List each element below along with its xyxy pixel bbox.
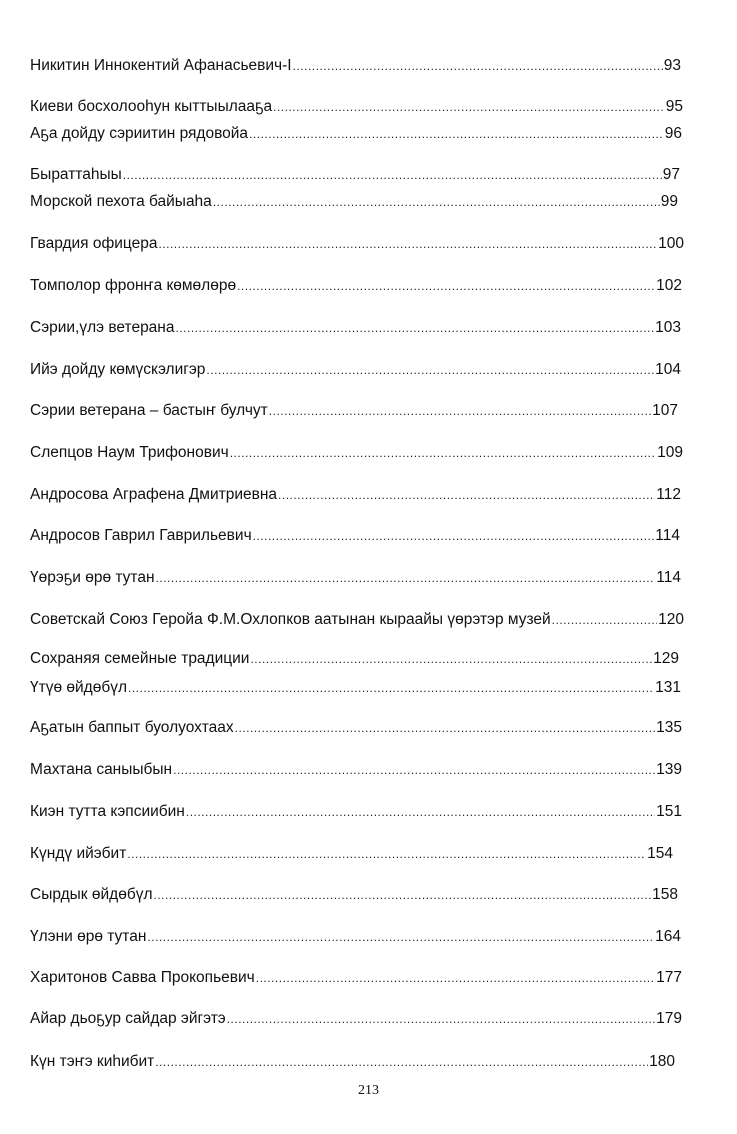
dot-leader xyxy=(123,165,662,185)
toc-entry xyxy=(30,485,681,505)
toc-entry-page-number: 97 xyxy=(662,166,680,183)
dot-leader xyxy=(293,56,663,76)
toc-entry-title: Үөрэҕи өрө тутан xyxy=(30,569,155,586)
page-number: 213 xyxy=(358,1083,379,1098)
toc-entry-page-number: 95 xyxy=(665,98,683,115)
toc-entry xyxy=(30,1052,675,1072)
dot-leader xyxy=(186,802,655,822)
toc-entry-page-number: 158 xyxy=(652,886,678,903)
toc-entry-title: Гвардия офицера xyxy=(30,235,158,252)
dot-leader xyxy=(213,192,660,212)
toc-entry-title: Киэн тутта кэпсиибин xyxy=(30,803,185,820)
toc-entry-title: Аҕатын баппыт буолуохтаах xyxy=(30,719,234,736)
toc-entry-page-number: 177 xyxy=(656,969,682,986)
toc-entry xyxy=(30,276,682,296)
dot-leader xyxy=(147,927,654,947)
toc-entry-title: Никитин Иннокентий Афанасьевич-I xyxy=(30,57,292,74)
toc-entry xyxy=(30,234,684,254)
toc-entry xyxy=(30,718,682,738)
toc-entry-page-number: 135 xyxy=(656,719,682,736)
toc-entry-title: Сэрии ветерана – бастыҥ булчут xyxy=(30,402,268,419)
toc-entry xyxy=(30,526,680,546)
dot-leader xyxy=(552,610,657,630)
toc-entry-page-number: 179 xyxy=(656,1010,682,1027)
toc-entry xyxy=(30,401,678,421)
toc-entry xyxy=(30,318,681,338)
toc-entry xyxy=(30,844,673,864)
toc-entry-title: Ийэ дойду көмүскэлигэр xyxy=(30,361,206,378)
toc-entry xyxy=(30,97,683,117)
toc-entry-title: Үтүө өйдөбүл xyxy=(30,679,128,696)
dot-leader xyxy=(158,234,657,254)
dot-leader xyxy=(154,885,652,905)
toc-entry-title: Советскай Союз Геройа Ф.М.Охлопков аатынан кыраайы үөрэтэр музей xyxy=(30,611,551,628)
toc-entry-page-number: 107 xyxy=(652,402,678,419)
dot-leader xyxy=(127,844,646,864)
toc-entry-title: Слепцов Наум Трифонович xyxy=(30,444,229,461)
toc-entry-page-number: 164 xyxy=(655,928,681,945)
toc-entry xyxy=(30,360,681,380)
toc-entry-page-number: 109 xyxy=(657,444,683,461)
toc-entry-title: Томполор фронҥа көмөлөрө xyxy=(30,277,237,294)
toc-entry-page-number: 104 xyxy=(655,361,681,378)
toc-entry-title: Үлэни өрө тутан xyxy=(30,928,147,945)
dot-leader xyxy=(128,678,654,698)
dot-leader xyxy=(155,1052,648,1072)
toc-entry-title: Айар дьоҕур сайдар эйгэтэ xyxy=(30,1010,226,1027)
toc-entry-page-number: 154 xyxy=(647,845,673,862)
toc-entry-page-number: 100 xyxy=(658,235,684,252)
toc-entry-page-number: 114 xyxy=(655,527,680,544)
toc-entry-page-number: 103 xyxy=(655,319,681,336)
toc-entry-page-number: 102 xyxy=(656,277,682,294)
toc-entry xyxy=(30,678,681,698)
dot-leader xyxy=(156,568,656,588)
toc-entry-page-number: 114 xyxy=(656,569,681,586)
toc-entry xyxy=(30,192,678,212)
toc-entry xyxy=(30,927,681,947)
toc-entry xyxy=(30,968,682,988)
toc-entry-page-number: 120 xyxy=(658,611,684,628)
toc-entry-title: Аҕа дойду сэриитин рядовойа xyxy=(30,125,249,142)
toc-entry-title: Харитонов Савва Прокопьевич xyxy=(30,969,255,986)
toc-entry xyxy=(30,1009,682,1029)
dot-leader xyxy=(250,649,652,669)
toc-entry-page-number: 112 xyxy=(656,486,681,503)
toc-entry-page-number: 131 xyxy=(655,679,681,696)
toc-entry xyxy=(30,760,682,780)
toc-entry-title: Морской пехота байыаһа xyxy=(30,193,212,210)
toc-entry-page-number: 99 xyxy=(660,193,678,210)
dot-leader xyxy=(206,360,654,380)
toc-entry-title: Андросов Гаврил Гаврильевич xyxy=(30,527,252,544)
toc-entry-title: Сохраняя семейные традиции xyxy=(30,650,250,667)
toc-entry-title: Быраттаһыы xyxy=(30,166,122,183)
toc-entry xyxy=(30,885,678,905)
dot-leader xyxy=(256,968,655,988)
toc-entry xyxy=(30,802,682,822)
toc-entry-page-number: 139 xyxy=(656,761,682,778)
toc-entry xyxy=(30,165,680,185)
toc-entry xyxy=(30,568,681,588)
dot-leader xyxy=(278,485,655,505)
toc-entry-page-number: 180 xyxy=(649,1053,675,1070)
toc-entry-title: Күндү ийэбит xyxy=(30,845,127,862)
dot-leader xyxy=(237,276,655,296)
toc-entry xyxy=(30,443,683,463)
dot-leader xyxy=(273,97,665,117)
dot-leader xyxy=(269,401,651,421)
toc-entry-title: Киеви босхолооһун кыттыылааҕа xyxy=(30,98,273,115)
toc-entry-title: Андросова Аграфена Дмитриевна xyxy=(30,486,278,503)
dot-leader xyxy=(253,526,655,546)
dot-leader xyxy=(173,760,655,780)
dot-leader xyxy=(230,443,656,463)
dot-leader xyxy=(176,318,655,338)
toc-entry xyxy=(30,610,684,630)
toc-entry xyxy=(30,124,682,144)
toc-entry-page-number: 96 xyxy=(664,125,682,142)
toc-entry-page-number: 129 xyxy=(653,650,679,667)
toc-entry xyxy=(30,649,679,669)
toc-entry-page-number: 151 xyxy=(656,803,682,820)
toc-entry-page-number: 93 xyxy=(663,57,681,74)
toc-entry-title: Күн тэҥэ киһибит xyxy=(30,1053,155,1070)
toc-entry-title: Сэрии,үлэ ветерана xyxy=(30,319,175,336)
dot-leader xyxy=(235,718,655,738)
toc-entry-title: Сырдык өйдөбүл xyxy=(30,886,153,903)
toc-entry-title: Махтана саныыбын xyxy=(30,761,173,778)
toc-entry xyxy=(30,56,681,76)
dot-leader xyxy=(227,1009,655,1029)
dot-leader xyxy=(249,124,664,144)
table-of-contents xyxy=(30,0,690,1090)
